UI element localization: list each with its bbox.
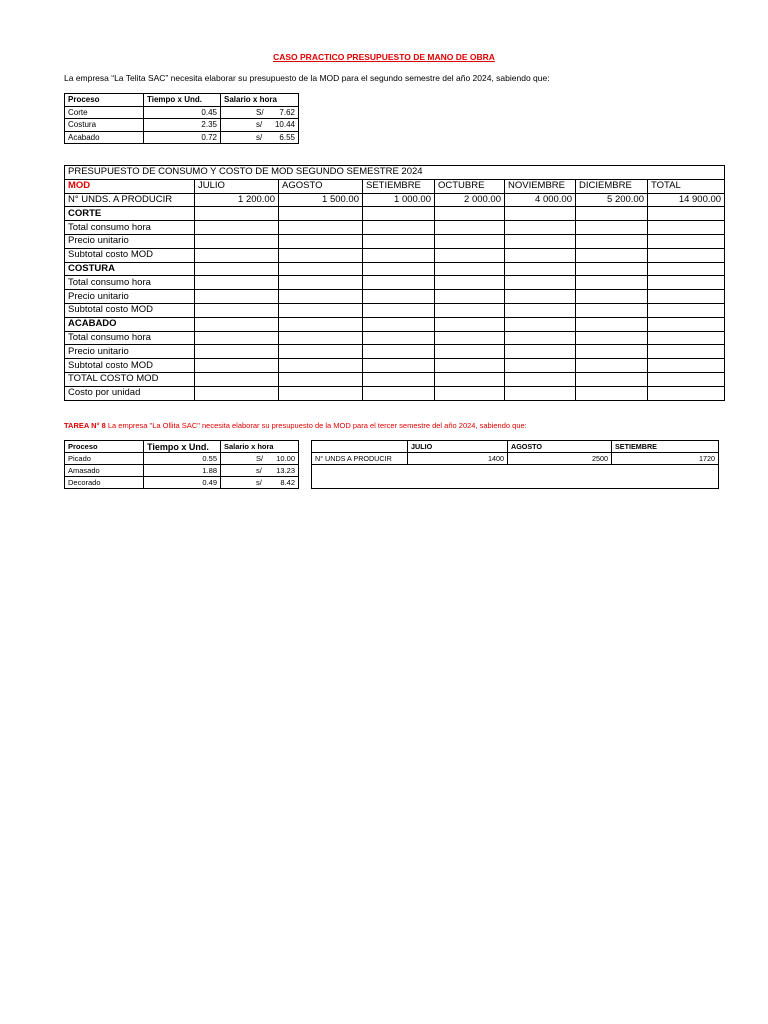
header-tiempo: Tiempo x Und. — [144, 441, 221, 453]
document-title: CASO PRACTICO PRESUPUESTO DE MANO DE OBRA — [273, 52, 495, 62]
month-header: JULIO — [408, 441, 508, 453]
currency-symbol: s/ — [256, 120, 263, 130]
row-precio-unitario: Precio unitario — [65, 234, 195, 248]
currency-symbol: S/ — [256, 453, 264, 463]
cell-proceso: Amasado — [65, 465, 144, 477]
month-header: SETIEMBRE — [612, 441, 719, 453]
table-row — [65, 453, 299, 465]
cell-proceso: Corte — [65, 106, 144, 119]
row-consumo-hora: Total consumo hora — [65, 331, 195, 345]
header-salario: Salario x hora — [221, 441, 299, 453]
blank-area — [312, 465, 719, 489]
currency-symbol: s/ — [256, 465, 262, 475]
cell-proceso: Costura — [65, 119, 144, 132]
row-precio-unitario: Precio unitario — [65, 345, 195, 359]
row-total-costo: TOTAL COSTO MOD — [65, 372, 195, 386]
section-costura: COSTURA — [65, 262, 195, 276]
budget-table — [64, 165, 725, 401]
row-precio-unitario: Precio unitario — [65, 290, 195, 304]
homework-prompt — [64, 421, 527, 430]
salary-value: 10.00 — [276, 453, 295, 463]
cell-proceso: Picado — [65, 453, 144, 465]
month-header: DICIEMBRE — [576, 179, 648, 193]
cell-tiempo: 0.72 — [144, 131, 221, 144]
homework-text: La empresa "La Ollita SAC" necesita elaborar su presupuesto de la MOD para el tercer semestre del año 2024, sabiendo que: — [107, 421, 527, 430]
header-proceso: Proceso — [65, 94, 144, 107]
cell-tiempo: 2.35 — [144, 119, 221, 132]
cell-salario — [221, 131, 299, 144]
units-value: 1 500.00 — [279, 193, 363, 207]
table-row — [65, 477, 299, 489]
table-row — [65, 106, 299, 119]
header-proceso: Proceso — [65, 441, 144, 453]
intro-paragraph: La empresa “La Telita SAC” necesita elaborar su presupuesto de la MOD para el segundo semestre del año 2024, sabiendo que: — [64, 73, 550, 83]
row-costo-unidad: Costo por unidad — [65, 386, 195, 400]
units-total: 14 900.00 — [648, 193, 725, 207]
row-consumo-hora: Total consumo hora — [65, 221, 195, 235]
mod-label: MOD — [65, 179, 195, 193]
units-value: 5 200.00 — [576, 193, 648, 207]
total-header: TOTAL — [648, 179, 725, 193]
cell-salario — [221, 477, 299, 489]
table-row — [65, 131, 299, 144]
month-header: SETIEMBRE — [363, 179, 435, 193]
month-header: OCTUBRE — [435, 179, 505, 193]
header-tiempo: Tiempo x Und. — [144, 94, 221, 107]
header-salario: Salario x hora — [221, 94, 299, 107]
currency-symbol: S/ — [256, 107, 264, 117]
month-header: AGOSTO — [279, 179, 363, 193]
row-subtotal: Subtotal costo MOD — [65, 303, 195, 317]
section-corte: CORTE — [65, 207, 195, 221]
row-subtotal: Subtotal costo MOD — [65, 248, 195, 262]
units-label: N° UNDS A PRODUCIR — [312, 453, 408, 465]
units-label: N° UNDS. A PRODUCIR — [65, 193, 195, 207]
units-value: 4 000.00 — [505, 193, 576, 207]
salary-value: 13.23 — [276, 465, 295, 475]
cell-tiempo: 0.55 — [144, 453, 221, 465]
section-acabado: ACABADO — [65, 317, 195, 331]
cell-proceso: Decorado — [65, 477, 144, 489]
cell-salario — [221, 106, 299, 119]
cell-tiempo: 0.45 — [144, 106, 221, 119]
salary-value: 8.42 — [280, 477, 295, 487]
cell-proceso: Acabado — [65, 131, 144, 144]
month-header: AGOSTO — [508, 441, 612, 453]
cell-tiempo: 1.88 — [144, 465, 221, 477]
month-header: JULIO — [195, 179, 279, 193]
row-subtotal: Subtotal costo MOD — [65, 359, 195, 373]
process-table-telita — [64, 93, 299, 144]
units-value: 1 000.00 — [363, 193, 435, 207]
salary-value: 7.62 — [279, 107, 295, 117]
cell-tiempo: 0.49 — [144, 477, 221, 489]
units-value: 1 200.00 — [195, 193, 279, 207]
units-value: 2500 — [508, 453, 612, 465]
cell-salario — [221, 465, 299, 477]
units-value: 1720 — [612, 453, 719, 465]
units-value: 2 000.00 — [435, 193, 505, 207]
row-consumo-hora: Total consumo hora — [65, 276, 195, 290]
budget-table-title: PRESUPUESTO DE CONSUMO Y COSTO DE MOD SEGUNDO SEMESTRE 2024 — [65, 166, 725, 180]
cell-salario — [221, 453, 299, 465]
month-header: NOVIEMBRE — [505, 179, 576, 193]
table-row — [65, 465, 299, 477]
table-row — [65, 119, 299, 132]
salary-value: 10.44 — [274, 120, 295, 130]
homework-label: TAREA N° 8 — [64, 421, 106, 430]
units-value: 1400 — [408, 453, 508, 465]
currency-symbol: s/ — [256, 477, 262, 487]
units-table-ollita — [311, 440, 719, 489]
cell-salario — [221, 119, 299, 132]
salary-value: 6.55 — [279, 132, 295, 142]
currency-symbol: s/ — [256, 132, 263, 142]
process-table-ollita — [64, 440, 299, 489]
